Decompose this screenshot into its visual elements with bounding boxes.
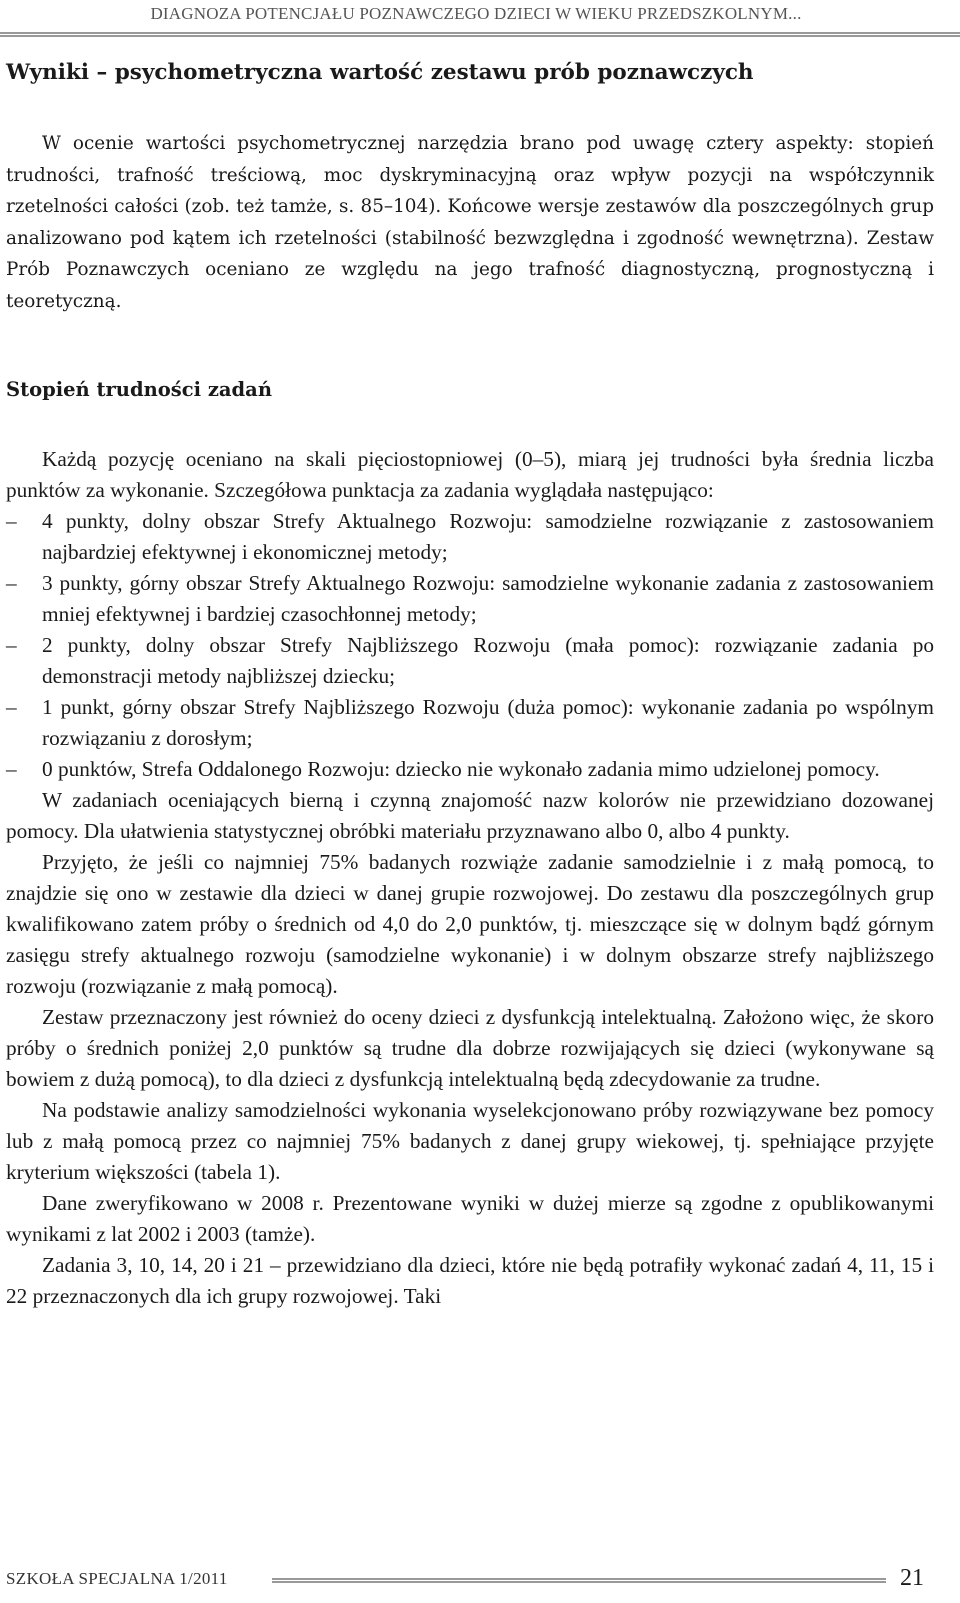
- body-paragraph: Na podstawie analizy samodzielności wykonania wyselekcjonowano próby rozwiązywane bez pomocy lub z małą pomocą przez co najmniej 75% badanych z danej grupy wiekowej, tj. spełniające przyjęte kryterium większości (tabela 1).: [6, 1098, 934, 1184]
- body-paragraph: Dane zweryfikowano w 2008 r. Prezentowane wyniki w dużej mierze są zgodne z opublikowanymi wynikami z lat 2002 i 2003 (tamże).: [6, 1191, 934, 1246]
- scoring-item: [6, 630, 934, 692]
- body-block: [6, 444, 934, 1312]
- intro-block: [6, 128, 934, 317]
- scoring-item-text: 1 punkt, górny obszar Strefy Najbliższego Rozwoju (duża pomoc): wykonanie zadania po wspólnym rozwiązaniu z dorosłym;: [42, 695, 934, 750]
- dash-marker: –: [6, 695, 17, 719]
- page-number: 21: [900, 1565, 924, 1591]
- scoring-item-text: 4 punkty, dolny obszar Strefy Aktualnego Rozwoju: samodzielne rozwiązanie z zastosowaniem najbardziej efektywnej i ekonomicznej metody;: [42, 509, 934, 564]
- scoring-list: [6, 506, 934, 785]
- body-paragraph: Przyjęto, że jeśli co najmniej 75% badanych rozwiąże zadanie samodzielnie i z małą pomocą, to znajdzie się ono w zestawie dla dzieci w danej grupie rozwojowej. Do zestawu dla poszczególnych grup kwalifikowano zatem próby o średnich od 4,0 do 2,0 punktów, tj. mieszczące się w dolnym bądź górnym zasięgu strefy aktualnego rozwoju (samodzielne wykonanie) i w dolnym obszarze strefy najbliższego rozwoju (rozwiązanie z małą pomocą).: [6, 850, 934, 998]
- scoring-item: [6, 568, 934, 630]
- dash-marker: –: [6, 571, 17, 595]
- dash-marker: –: [6, 509, 17, 533]
- scoring-item-text: 2 punkty, dolny obszar Strefy Najbliższego Rozwoju (mała pomoc): rozwiązanie zadania po demonstracji metody najbliższej dziecku;: [42, 633, 934, 688]
- scoring-item: [6, 506, 934, 568]
- scoring-item: [6, 754, 934, 785]
- body-paragraph: Zadania 3, 10, 14, 20 i 21 – przewidziano dla dzieci, które nie będą potrafiły wykonać zadań 4, 11, 15 i 22 przeznaczonych dla ich grupy rozwojowej. Taki: [6, 1253, 934, 1308]
- subsection-title: Stopień trudności zadań: [6, 378, 272, 401]
- lead-paragraph: Każdą pozycję oceniano na skali pięciostopniowej (0–5), miarą jej trudności była średnia liczba punktów za wykonanie. Szczegółowa punktacja za zadania wyglądała następująco:: [6, 447, 934, 502]
- running-header: DIAGNOZA POTENCJAŁU POZNAWCZEGO DZIECI W WIEKU PRZEDSZKOLNYM...: [150, 4, 802, 23]
- section-title: Wyniki – psychometryczna wartość zestawu prób poznawczych: [6, 60, 754, 85]
- intro-paragraph: W ocenie wartości psychometrycznej narzędzia brano pod uwagę cztery aspekty: stopień trudności, trafność treściową, moc dyskryminacyjną oraz wpływ pozycji na współczynnik rzetelności całości (zob. też tamże, s. 85–104). Końcowe wersje zestawów dla poszczególnych grup analizowano pod kątem ich rzetelności (stabilność bezwzględna i zgodność wewnętrzna). Zestaw Prób Poznawczych oceniano ze względu na jego trafność diagnostyczną, prognostyczną i teoretyczną.: [6, 133, 934, 312]
- footer-rule: [272, 1578, 886, 1583]
- header-rule: [0, 32, 960, 37]
- dash-marker: –: [6, 757, 17, 781]
- scoring-item-text: 0 punktów, Strefa Oddalonego Rozwoju: dziecko nie wykonało zadania mimo udzielonej pomocy.: [42, 757, 880, 781]
- body-paragraph: Zestaw przeznaczony jest również do oceny dzieci z dysfunkcją intelektualną. Założono więc, że skoro próby o średnich poniżej 2,0 punktów są trudne dla dobrze rozwijających się dzieci (wykonywane są bowiem z dużą pomocą), to dla dzieci z dysfunkcją intelektualną będą zdecydowanie za trudne.: [6, 1005, 934, 1091]
- footer-journal: SZKOŁA SPECJALNA 1/2011: [6, 1569, 228, 1588]
- dash-marker: –: [6, 633, 17, 657]
- body-paragraph: W zadaniach oceniających bierną i czynną znajomość nazw kolorów nie przewidziano dozowanej pomocy. Dla ułatwienia statystycznej obróbki materiału przyznawano albo 0, albo 4 punkty.: [6, 788, 934, 843]
- scoring-item: [6, 692, 934, 754]
- scoring-item-text: 3 punkty, górny obszar Strefy Aktualnego Rozwoju: samodzielne wykonanie zadania z zastosowaniem mniej efektywnej i bardziej czasochłonnej metody;: [42, 571, 934, 626]
